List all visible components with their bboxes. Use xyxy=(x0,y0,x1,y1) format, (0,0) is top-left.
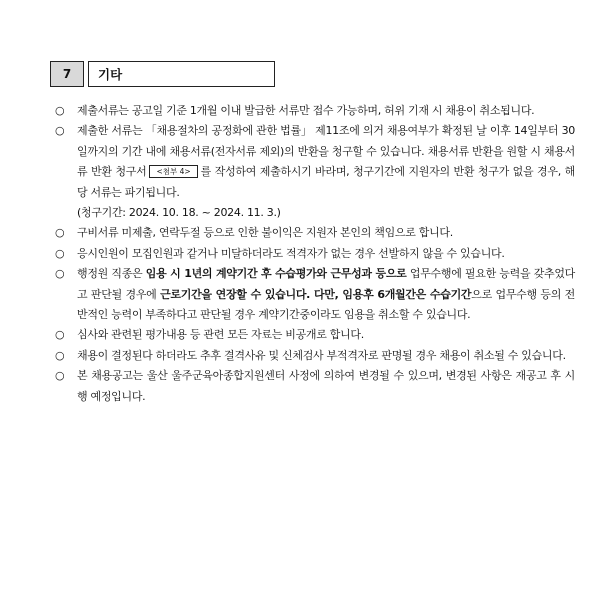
item-text-part: 업무수행에 필요한 능력을 갖추었다고 판단될 경우에 xyxy=(77,267,575,301)
item-text xyxy=(77,264,575,325)
bullet-circle: ○ xyxy=(55,226,65,240)
list-item xyxy=(55,264,575,325)
bullet-circle: ○ xyxy=(55,104,65,117)
item-text: 제출서류는 공고일 기준 1개월 이내 발급한 서류만 접수 가능하며, 허위 기재 시 채용이 취소됩니다. xyxy=(77,104,535,117)
list-item xyxy=(55,101,575,121)
section-title: 기타 xyxy=(88,61,275,87)
item-text-part: 제출한 서류는 「채용절차의 공정화에 관한 법률」 제11조에 의거 채용여부가 확정된 날 이후 14일부터 30일까지의 기간 내에 채용서류(전자서류 제외)의 반환을 청구할 수 있습니다. 채용서류 반환을 원할 시 채용서류 반환 청구서 xyxy=(77,124,575,179)
bullet-circle: ○ xyxy=(55,267,65,281)
item-text: 본 채용공고는 울산 울주군육아종합지원센터 사정에 의하여 변경될 수 있으며, 변경된 사항은 재공고 후 시행 예정입니다. xyxy=(77,369,575,403)
item-text: 응시인원이 모집인원과 같거나 미달하더라도 적격자가 없는 경우 선발하지 않을 수 있습니다. xyxy=(77,246,505,260)
list-item xyxy=(55,244,575,264)
item-text-part: 를 작성하여 제출하시기 바라며, 청구기간에 지원자의 반환 청구가 없을 경우, 해당 서류는 파기됩니다. xyxy=(77,165,575,199)
emphasis-text: 임용 시 1년의 계약기간 후 수습평가와 근무성과 등으로 xyxy=(145,267,407,281)
bullet-circle: ○ xyxy=(55,246,65,260)
item-text-part: 으로 업무수행 등의 전반적인 능력이 부족하다고 판단될 경우 계약기간중이라도 임용을 취소할 수 있습니다. xyxy=(77,287,575,322)
item-text: 채용이 결정된다 하더라도 추후 결격사유 및 신체검사 부적격자로 판명될 경우 채용이 취소될 수 있습니다. xyxy=(77,348,566,362)
bullet-circle: ○ xyxy=(55,328,65,342)
claim-period: (청구기간: 2024. 10. 18. ~ 2024. 11. 3.) xyxy=(77,206,281,220)
emphasis-text: 근로기간을 연장할 수 있습니다. 다만, 임용후 6개월간은 수습기간 xyxy=(160,287,472,301)
bullet-circle: ○ xyxy=(55,348,65,362)
list-item xyxy=(55,366,575,407)
bullet-circle: ○ xyxy=(55,369,65,383)
attachment-reference-box: <첨부 4> xyxy=(149,165,197,178)
item-text: 구비서류 미제출, 연락두절 등으로 인한 불이익은 지원자 본인의 책임으로 합니다. xyxy=(77,226,453,240)
item-text xyxy=(77,121,575,203)
section-header xyxy=(50,61,275,87)
list-item xyxy=(55,121,575,203)
section-number: 7 xyxy=(50,61,84,87)
list-item xyxy=(55,346,575,366)
item-text: 심사와 관련된 평가내용 등 관련 모든 자료는 비공개로 합니다. xyxy=(77,328,364,342)
bullet-circle: ○ xyxy=(55,124,65,138)
list-item xyxy=(55,223,575,243)
item-text-part: 행정원 직종은 xyxy=(77,267,146,281)
list-item xyxy=(55,325,575,345)
notice-list xyxy=(55,101,575,407)
